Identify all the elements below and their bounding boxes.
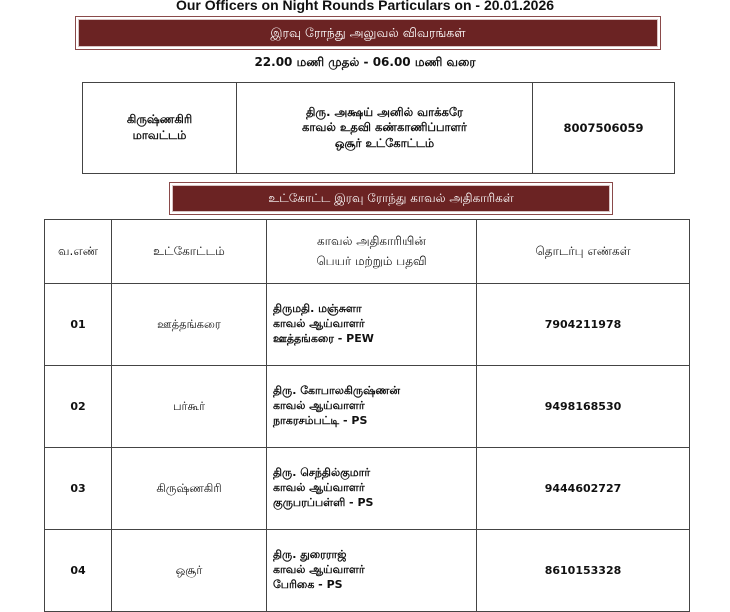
table-header-row bbox=[45, 220, 690, 284]
row-phone: 9444602727 bbox=[477, 448, 690, 530]
header-sno: வ.எண் bbox=[45, 220, 112, 284]
officer-rank: காவல் ஆய்வாளர் bbox=[273, 563, 365, 577]
officer-name: திரு. கோபாலகிருஷ்ணன் bbox=[273, 384, 401, 398]
subdivision-officers-banner: உட்கோட்ட இரவு ரோந்து காவல் அதிகாரிகள் bbox=[172, 185, 610, 212]
officer-rank: காவல் ஆய்வாளர் bbox=[273, 481, 365, 495]
row-phone: 8610153328 bbox=[477, 530, 690, 612]
row-officer bbox=[267, 366, 477, 448]
officer-station: நாகரசம்பட்டி - PS bbox=[273, 413, 368, 427]
district-row bbox=[83, 83, 675, 174]
table-row bbox=[45, 530, 690, 612]
row-sno: 02 bbox=[45, 366, 112, 448]
district-name-line: கிருஷ்ணகிரி bbox=[126, 112, 193, 127]
district-phone: 8007506059 bbox=[533, 83, 675, 174]
page-title: Our Officers on Night Rounds Particulars on - 20.01.2026 bbox=[175, 0, 555, 13]
time-range: 22.00 மணி முதல் - 06.00 மணி வரை bbox=[254, 55, 476, 69]
row-phone: 9498168530 bbox=[477, 366, 690, 448]
row-sno: 04 bbox=[45, 530, 112, 612]
row-sno: 03 bbox=[45, 448, 112, 530]
row-officer bbox=[267, 530, 477, 612]
district-officer bbox=[237, 83, 533, 174]
row-officer bbox=[267, 448, 477, 530]
row-phone: 7904211978 bbox=[477, 284, 690, 366]
officer-station: ஊத்தங்கரை - PEW bbox=[273, 331, 374, 345]
district-officer-table bbox=[82, 82, 675, 174]
officer-name: திரு. செந்தில்குமார் bbox=[273, 466, 371, 480]
officer-rank: காவல் ஆய்வாளர் bbox=[273, 317, 365, 331]
row-subdivision: ஒசூர் bbox=[112, 530, 267, 612]
subdivision-officers-table bbox=[44, 219, 690, 612]
header-officer-line: காவல் அதிகாரியின் bbox=[317, 234, 426, 249]
table-row bbox=[45, 366, 690, 448]
table-row bbox=[45, 448, 690, 530]
night-rounds-banner: இரவு ரோந்து அலுவல் விவரங்கள் bbox=[78, 19, 658, 47]
officer-name: திரு. துரைராஜ் bbox=[273, 548, 347, 562]
district-name bbox=[83, 83, 237, 174]
row-subdivision: கிருஷ்ணகிரி bbox=[112, 448, 267, 530]
row-subdivision: ஊத்தங்கரை bbox=[112, 284, 267, 366]
header-officer-line: பெயர் மற்றும் பதவி bbox=[316, 253, 427, 268]
district-officer-division: ஒசூர் உட்கோட்டம் bbox=[334, 135, 435, 150]
district-officer-name: திரு. அக்ஷய் அனில் வாக்கரே bbox=[306, 104, 463, 119]
officer-station: பேரிகை - PS bbox=[273, 577, 343, 591]
header-subdivision: உட்கோட்டம் bbox=[112, 220, 267, 284]
officer-station: குருபரப்பள்ளி - PS bbox=[273, 495, 374, 509]
officer-rank: காவல் ஆய்வாளர் bbox=[273, 399, 365, 413]
district-name-line: மாவட்டம் bbox=[132, 128, 187, 142]
district-officer-rank: காவல் உதவி கண்காணிப்பாளர் bbox=[302, 120, 467, 135]
officer-name: திருமதி. மஞ்சுளா bbox=[273, 302, 362, 316]
header-phone: தொடர்பு எண்கள் bbox=[477, 220, 690, 284]
header-officer bbox=[267, 220, 477, 284]
row-subdivision: பர்கூர் bbox=[112, 366, 267, 448]
table-row bbox=[45, 284, 690, 366]
row-sno: 01 bbox=[45, 284, 112, 366]
row-officer bbox=[267, 284, 477, 366]
